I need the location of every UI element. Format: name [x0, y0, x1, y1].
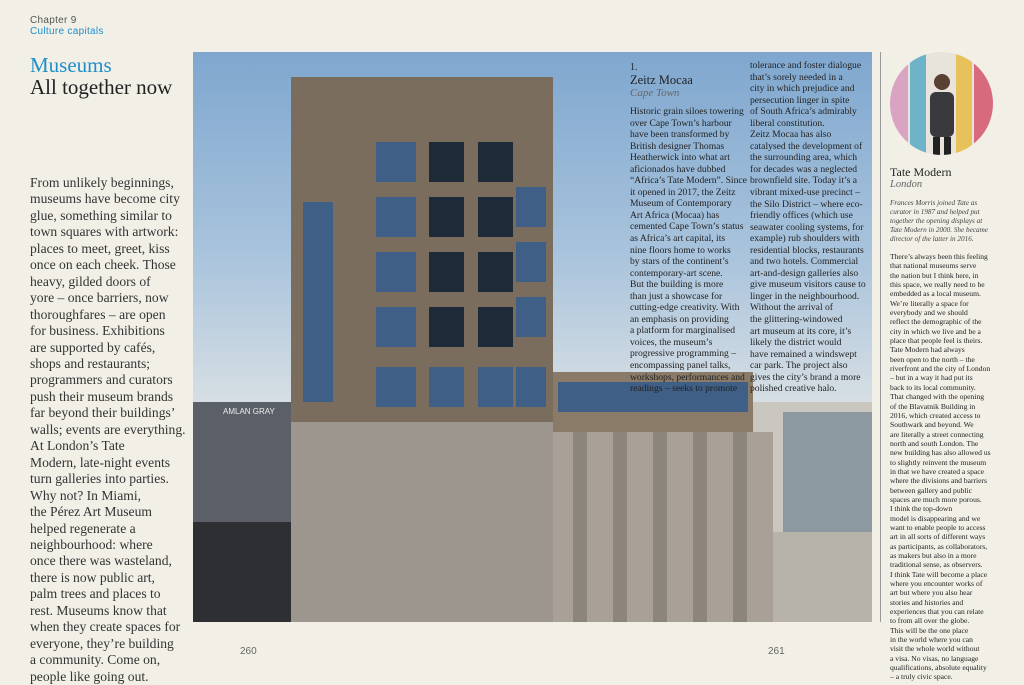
feature-tate-modern [890, 166, 1024, 682]
section-label: Culture capitals [30, 26, 104, 37]
feature-title: Tate Modern [890, 165, 952, 179]
intro-text: From unlikely beginnings, museums have become city glue, something similar to town squares with artwork: places to meet, greet, kiss once on each cheek. Those heavy, gilded doors of yore – once barriers, now thoroughfares – are open for business. Exhibitions are supported by cafés, shops and restaurants; programmers and curators push their museum brands far beyond their buildings’ walls; events are everything. At London’s Tate Modern, late-night events turn galleries into parties. Why not? In Miami, the Pérez Art Museum helped regenerate a neighbourhood: where once there was wasteland, there is now public art, palm trees and places to rest. Museums know that when they create spaces for everyone, they’re building a community. Come on, people like going out. [30, 175, 186, 684]
portrait-photo [890, 52, 993, 155]
feature-bio: Frances Morris joined Tate as curator in 1987 and helped put together the opening displays at Tate Modern in 2000. She became director of the latter in 2016. [890, 199, 988, 243]
page-number-left: 260 [240, 646, 257, 657]
page-number-right: 261 [768, 646, 785, 657]
column-divider [880, 52, 881, 622]
feature-location: Cape Town [630, 86, 680, 99]
chapter-label: Chapter 9 [30, 15, 77, 26]
feature-column-2: tolerance and foster dialogue that’s sorely needed in a city in which prejudice and persecution linger in spite of South Africa’s admirably liberal constitution. Zeitz Mocaa has also catalysed the development of the surrounding area, which for decades was a neglected brownfield site. Today it’s a vibrant mixed-use precinct – the Silo District – where eco- friendly offices (which use seawater cooling systems, for example) rub shoulders with residential blocks, restaurants and two hotels. Commercial art-and-design galleries also give museum visitors cause to linger in the neighbourhood. Without the arrival of the glittering-windowed art museum at its core, it’s likely the district would have remained a windswept car park. The project also gives the city’s brand a more polished creative halo. [750, 60, 866, 395]
feature-title: Zeitz Mocaa [630, 72, 693, 87]
sign-text: AMLAN GRAY [223, 407, 275, 416]
page-title: Museums [30, 53, 112, 77]
chapter-header [30, 15, 104, 37]
feature-column-1: Historic grain siloes towering over Cape Town’s harbour have been transformed by British designer Thomas Heatherwick into what art aficionados have dubbed “Africa’s Tate Modern”. Since it opened in 2017, the Zeitz Museum of Contemporary Art Africa (Mocaa) has cemented Cape Town’s status as Africa’s art capital, its nine floors home to works by stars of the continent’s contemporary-art scene. But the building is more than just a showcase for cutting-edge creativity. With an emphasis on providing a platform for marginalised voices, the museum’s progressive programming – encompassing panel talks, workshops, performances and readings – seeks to promote [630, 106, 747, 395]
feature-location: London [890, 179, 923, 190]
portrait-illustration [890, 52, 993, 155]
page-subtitle: All together now [30, 75, 173, 99]
feature-number: 1. [630, 62, 638, 73]
feature-body: There’s always been this feeling that national museums serve the nation but I think here, in this space, we really need to be embedded as a local museum. We’re literally a space for everybody and we should reflect the demographic of the city in which we live and be a place that people feel is theirs. Tate Modern had always been open to the north – the riverfront and the city of London – but in a way it had put its back to its local community. That changed with the opening of the Blavatnik Building in 2016, which created access to Southwark and beyond. We are literally a street connecting north and south London. The new building has also allowed us to slightly reinvent the museum in that we have created a space where the divisions and barriers between gallery and public spaces are much more porous. I think the top-down model is disappearing and we want to enable people to access art in all sorts of different ways as participants, as collaborators, as makers but also in a more traditional sense, as observers. I think Tate will become a place where you encounter works of art but where you also hear stories and histories and experiences that you can relate to from all over the globe. This will be the one place in the world where you can visit the whole world without a visa. No visas, no language qualifications, absolute equality – a truly civic space. [890, 252, 991, 682]
feature-zeitz-mocaa [630, 60, 875, 395]
